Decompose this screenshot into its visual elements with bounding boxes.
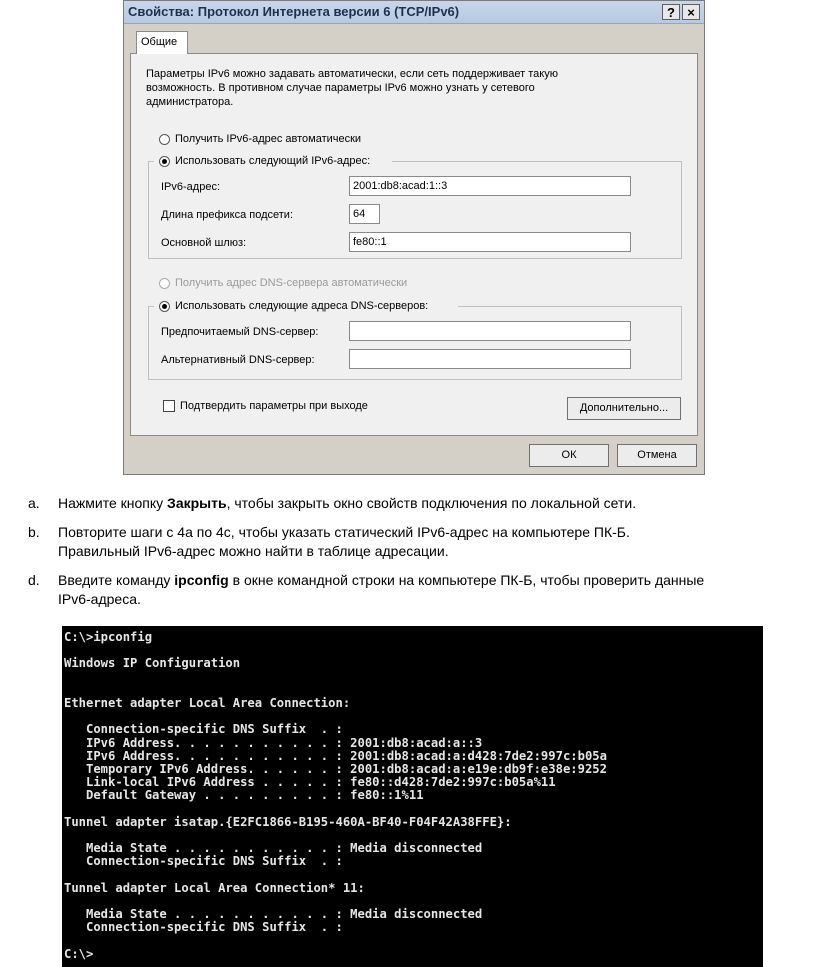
console-line: Connection-specific DNS Suffix . : [64, 854, 343, 869]
console-line: C:\> [64, 946, 94, 961]
auto-dns-label: Получить адрес DNS-сервера автоматически [175, 277, 408, 289]
console-line: IPv6 Address. . . . . . . . . . . : 2001:db8:acad:a::3 [64, 735, 483, 750]
instruction-b-marker: b. [28, 524, 40, 540]
validate-label: Подтвердить параметры при выходе [180, 400, 368, 412]
instruction-a-text [58, 494, 816, 513]
console-line: Default Gateway . . . . . . . . . : fe80::1%11 [64, 788, 424, 803]
description-text: Параметры IPv6 можно задавать автоматически, если сеть поддерживает такую возможность. В противном случае параметры IPv6 можно узнать у сетевого администратора. [146, 68, 558, 108]
instruction-b-text [58, 523, 816, 561]
prefix-length-input[interactable]: 64 [349, 204, 380, 224]
manual-dns-radio[interactable] [159, 301, 170, 312]
console-line: Connection-specific DNS Suffix . : [64, 722, 343, 737]
instruction-d-pre: Введите команду [58, 572, 175, 588]
advanced-button[interactable]: Дополнительно... [567, 397, 681, 420]
instruction-a-post: , чтобы закрыть окно свойств подключения по локальной сети. [226, 495, 637, 511]
title-bar[interactable] [124, 1, 704, 24]
console-line: Connection-specific DNS Suffix . : [64, 920, 343, 935]
instruction-d-text [58, 571, 816, 609]
close-button[interactable]: × [682, 4, 700, 20]
manual-ip-radio[interactable] [159, 156, 170, 167]
auto-dns-radio[interactable] [159, 278, 170, 289]
dialog-title: Свойства: Протокол Интернета версии 6 (TCP/IPv6) [128, 4, 460, 19]
instruction-b-line2: Правильный IPv6-адрес можно найти в таблице адресации. [58, 543, 449, 559]
ipv6-properties-dialog [123, 0, 705, 475]
auto-ip-label: Получить IPv6-адрес автоматически [175, 133, 362, 145]
ipv6-address-label: IPv6-адрес: [161, 181, 221, 193]
gateway-input[interactable]: fe80::1 [349, 232, 631, 252]
console-line: Media State . . . . . . . . . . . : Media disconnected [64, 907, 483, 922]
instruction-a-pre: Нажмите кнопку [58, 495, 168, 511]
manual-ip-label: Использовать следующий IPv6-адрес: [175, 155, 371, 167]
alternate-dns-label: Альтернативный DNS-сервер: [161, 354, 315, 366]
cancel-button[interactable]: Отмена [617, 444, 697, 467]
ok-button[interactable]: ОК [529, 444, 609, 467]
auto-ip-radio[interactable] [159, 134, 170, 145]
manual-dns-label: Использовать следующие адреса DNS-серверов: [175, 300, 429, 312]
command-prompt-window[interactable] [62, 626, 763, 967]
console-line: Tunnel adapter Local Area Connection* 11: [64, 880, 365, 895]
tab-general[interactable] [136, 31, 188, 54]
console-line: Media State . . . . . . . . . . . : Media disconnected [64, 841, 483, 856]
instruction-d-marker: d. [28, 572, 40, 588]
console-line: IPv6 Address. . . . . . . . . . . : 2001:db8:acad:a:d428:7de2:997c:b05a [64, 748, 607, 763]
help-button[interactable]: ? [662, 4, 680, 20]
tab-general-label: Общие [141, 36, 178, 48]
console-line: Tunnel adapter isatap.{E2FC1866-B195-460A-BF40-F04F42A38FFE}: [64, 814, 512, 829]
console-line: Temporary IPv6 Address. . . . . . : 2001:db8:acad:a:e19e:db9f:e38e:9252 [64, 762, 607, 776]
instruction-d-post: в окне командной строки на компьютере ПК-Б, чтобы проверить данные [228, 572, 705, 588]
prefix-length-label: Длина префикса подсети: [161, 209, 293, 221]
instruction-a-bold: Закрыть [167, 495, 227, 511]
console-line: Ethernet adapter Local Area Connection: [64, 696, 351, 710]
console-line: C:\>ipconfig [64, 630, 153, 644]
alternate-dns-input[interactable] [349, 349, 631, 369]
console-line: Windows IP Configuration [64, 656, 241, 671]
console-line: Link-local IPv6 Address . . . . . : fe80::d428:7de2:997c:b05a%11 [64, 775, 556, 790]
validate-checkbox[interactable] [163, 400, 175, 412]
gateway-label: Основной шлюз: [161, 237, 247, 249]
preferred-dns-label: Предпочитаемый DNS-сервер: [161, 326, 319, 338]
instruction-b-line1: Повторите шаги с 4а по 4c, чтобы указать статический IPv6-адрес на компьютере ПК-Б. [58, 524, 630, 540]
ipv6-address-input[interactable]: 2001:db8:acad:1::3 [349, 176, 631, 196]
instruction-d-line2: IPv6-адреса. [58, 591, 141, 607]
instruction-a-marker: a. [28, 495, 40, 511]
instruction-d-bold: ipconfig [174, 572, 229, 588]
preferred-dns-input[interactable] [349, 321, 631, 341]
